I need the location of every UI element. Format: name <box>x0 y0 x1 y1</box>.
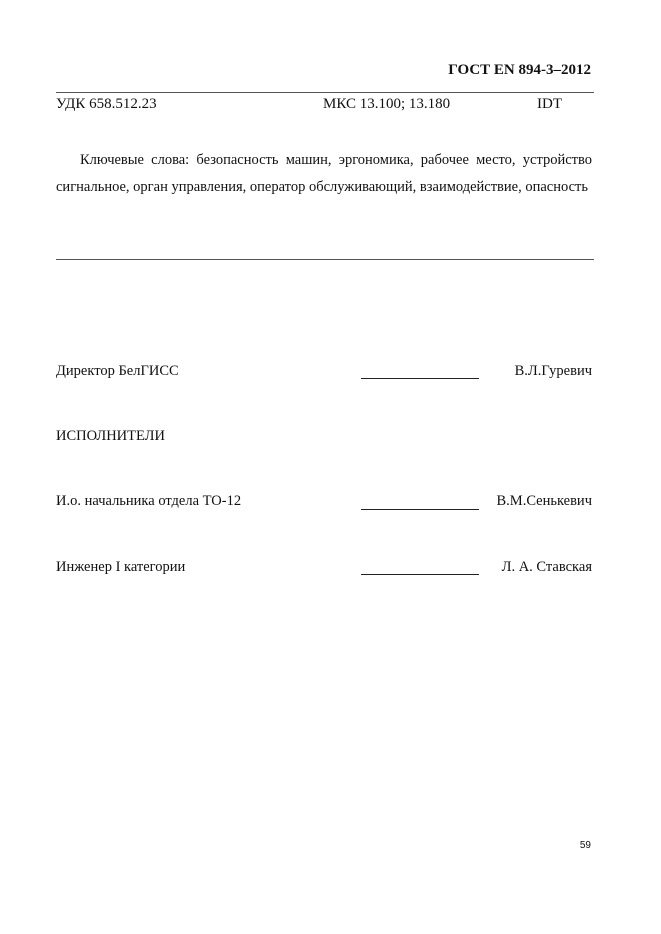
director-title: Директор БелГИСС <box>56 363 179 379</box>
keywords-rule <box>56 259 594 260</box>
idt-label: IDT <box>537 96 562 112</box>
engineer-signature-line <box>361 574 479 575</box>
keywords-paragraph: Ключевые слова: безопасность машин, эргономика, рабочее место, устройство сигнальное, орган управления, оператор обслуживающий, взаимодействие, опасность <box>56 152 592 195</box>
head-signature-line <box>361 509 479 510</box>
engineer-name: Л. А. Ставская <box>501 559 592 575</box>
mks-code: МКС 13.100; 13.180 <box>323 96 451 112</box>
engineer-title: Инженер I категории <box>56 559 186 575</box>
head-title: И.о. начальника отдела ТО-12 <box>56 493 242 509</box>
head-name: В.М.Сенькевич <box>496 493 592 509</box>
executors-heading: ИСПОЛНИТЕЛИ <box>56 428 165 444</box>
director-name: В.Л.Гуревич <box>514 363 592 379</box>
director-signature-line <box>361 378 479 379</box>
top-rule <box>56 92 594 93</box>
udk-code: УДК 658.512.23 <box>56 96 157 112</box>
standard-designation: ГОСТ EN 894-3–2012 <box>448 62 591 78</box>
page-number: 59 <box>579 840 591 851</box>
